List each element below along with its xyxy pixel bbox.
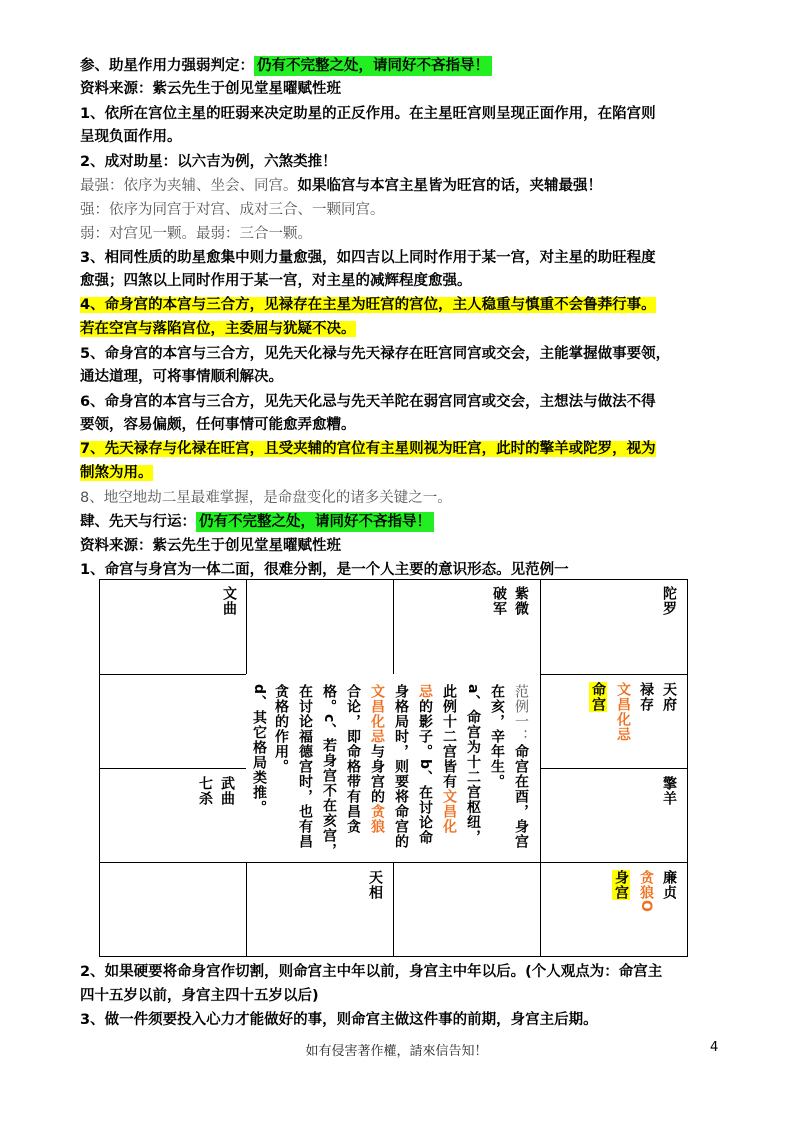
grid-line	[393, 579, 394, 674]
footer-notice: 如有侵害著作權，請來信告知！	[305, 1044, 488, 1059]
para-4a-text: 4、命身宫的本宫与三合方，见禄存在主星为旺宫的宫位，主人稳重与慎重不会鲁莽行事。	[80, 297, 656, 313]
example-col-5-highlight: 忌	[417, 684, 433, 699]
section3-source: 资料来源：紫云先生于创见堂星曜赋性班	[80, 81, 341, 97]
example-col-2: 在亥，辛年生。	[489, 684, 505, 789]
example-col-4	[440, 684, 458, 834]
example-col-1-text: 命宫在酉，身宫	[513, 744, 529, 849]
para-4b-text: 若在空宫与落陷宫位，主委屈与犹疑不决。	[80, 321, 356, 337]
star-lianzhen: 廉贞	[661, 870, 677, 900]
grid-line	[393, 862, 394, 957]
para-7b-text: 制煞为用。	[80, 465, 153, 481]
section4-para-2a: 2、如果硬要将命身宫作切割，则命宫主中年以前，身宫主中年以后。(个人观点为：命宫主	[80, 964, 663, 980]
star-ziwei: 紫微	[513, 586, 529, 616]
para-2-weak: 弱：对宫见一颗。最弱：三合一颗。	[80, 226, 312, 242]
star-pojun: 破军	[491, 586, 507, 616]
grid-line	[540, 768, 688, 769]
para-6a: 6、命身宫的本宫与三合方，见先天化忌与先天羊陀在弱宫同宫或交会，主想法与做法不得	[80, 394, 656, 410]
grid-line	[99, 768, 246, 769]
section3-note: 仍有不完整之处，请同好不吝指导！	[254, 56, 492, 76]
para-3b: 愈强；四煞以上同时作用于某一宫，对主星的减辉程度愈强。	[80, 273, 472, 289]
example-col-4-text: 此例十二宫皆有	[441, 684, 457, 789]
example-col-4-highlight: 文昌化	[441, 789, 457, 834]
para-2: 2、成对助星：以六吉为例，六煞类推！	[80, 154, 337, 170]
para-1a: 1、依所在宫位主星的旺弱来决定助星的正反作用。在主星旺宫则呈现正面作用，在陷宫则	[80, 106, 656, 122]
example-col-7-highlight-a: 文昌化忌	[369, 684, 385, 744]
para-4b	[80, 318, 356, 341]
page-number: 4	[710, 1040, 719, 1055]
section4-para-1: 1、命宫与身宫为一体二面，很难分割，是一个人主要的意识形态。见范例一	[80, 562, 569, 578]
grid-line	[99, 862, 688, 863]
para-2-strongest	[80, 175, 602, 198]
label-shengong: 身宫	[613, 870, 629, 900]
section4-para-3: 3、做一件须要投入心力才能做好的事，则命宫主做这件事的前期，身宫主后期。	[80, 1012, 598, 1028]
example-col-3: a、命宫为十二宫枢纽，	[465, 684, 481, 845]
section4-source: 资料来源：紫云先生于创见堂星曜赋性班	[80, 538, 341, 554]
example-col-7-highlight-b: 贪狼	[369, 804, 385, 834]
star-qisha: 七杀	[197, 776, 213, 806]
section3-heading	[80, 55, 492, 78]
star-tanlang: 贪狼O	[638, 870, 654, 913]
para-7b	[80, 462, 153, 485]
para-6b: 要领，容易偏颇，任何事情可能愈弄愈糟。	[80, 417, 356, 433]
example-col-9: 格。c、若身宫不在亥宫，	[321, 684, 337, 859]
section4-title: 肆、先天与行运：	[80, 514, 196, 530]
section4-note: 仍有不完整之处，请同好不吝指导！	[196, 512, 434, 532]
example-col-5-text: 的影子。b、在讨论命	[417, 699, 433, 846]
para-4a	[80, 294, 656, 317]
example-col-12: d、其它格局类推。	[251, 684, 267, 816]
section4-para-2b: 四十五岁以前，身宫主四十五岁以后)	[80, 988, 319, 1004]
example-col-6: 身格局时，则要将命宫的	[393, 684, 409, 849]
star-qingyang: 擎羊	[661, 776, 677, 806]
section3-title: 参、助星作用力强弱判定：	[80, 58, 254, 74]
para-1b: 呈现负面作用。	[80, 129, 182, 145]
example-col-7-text: 与身宫的	[369, 744, 385, 804]
star-lucun: 禄存	[638, 682, 654, 712]
example-col-5	[416, 684, 434, 845]
example-col-10: 在讨论福德宫时，也有昌	[297, 684, 313, 849]
star-tianfu: 天府	[661, 682, 677, 712]
example-col-7	[368, 684, 386, 834]
strongest-label: 最强：依序为夹辅、坐会、同宫。	[80, 178, 298, 194]
para-3a: 3、相同性质的助星愈集中则力量愈强，如四吉以上同时作用于某一宫，对主星的助旺程度	[80, 250, 656, 266]
label-minggong: 命宫	[590, 682, 606, 712]
para-5a: 5、命身宫的本宫与三合方，见先天化禄与先天禄存在旺宫同宫或交会，主能掌握做事要领，	[80, 346, 671, 362]
star-wuqu: 武曲	[219, 776, 235, 806]
para-7a-text: 7、先天禄存与化禄在旺宫，且受夹辅的宫位有主星则视为旺宫，此时的擎羊或陀罗，视为	[80, 441, 656, 457]
example-col-11: 贪格的作用。	[273, 684, 289, 774]
example-col-1	[512, 684, 530, 849]
strongest-note: 如果临宫与本宫主星皆为旺宫的话，夹辅最强！	[297, 178, 602, 194]
example-label: 范例一：	[513, 684, 529, 744]
para-7a	[80, 438, 656, 461]
para-5b: 通达道理，可将事情顺利解决。	[80, 369, 283, 385]
star-wenchang-ji: 文昌化忌	[615, 682, 631, 742]
para-2-strong: 强：依序为同宫于对宫、成对三合、一颗同宫。	[80, 202, 385, 218]
star-tuoluo: 陀罗	[661, 586, 677, 616]
star-tianxiang: 天相	[367, 870, 383, 900]
example-col-8: 合论，即命格带有昌贪	[345, 684, 361, 834]
section4-heading	[80, 511, 434, 534]
para-8: 8、地空地劫二星最难掌握，是命盘变化的诸多关键之一。	[80, 490, 452, 506]
star-wenqu: 文曲	[221, 586, 237, 616]
